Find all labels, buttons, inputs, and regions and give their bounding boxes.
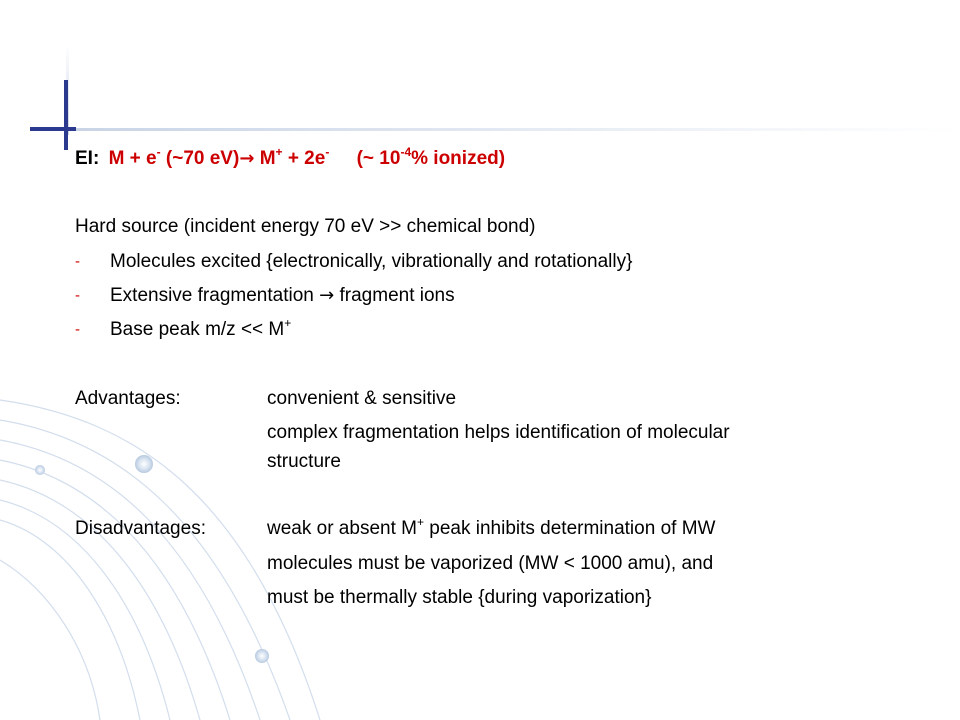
arrow-icon: → (319, 285, 335, 306)
hard-source-line: Hard source (incident energy 70 eV >> chemical bond) (75, 216, 536, 237)
arrow-icon: → (239, 148, 255, 169)
decorative-dot (35, 465, 45, 475)
decorative-dot (255, 649, 269, 663)
decorative-dot (135, 455, 153, 473)
bullet-marker: - (75, 253, 80, 270)
bullet-item: Extensive fragmentation → fragment ions (110, 285, 455, 306)
ei-label: EI: (75, 148, 100, 169)
advantage-item: complex fragmentation helps identification of molecular (267, 422, 730, 443)
frame-horizontal-faint (72, 128, 960, 131)
bullet-marker: - (75, 287, 80, 304)
advantage-item: structure (267, 451, 341, 472)
frame-vertical-blue (64, 80, 68, 150)
disadvantage-item: must be thermally stable {during vaporization} (267, 587, 652, 608)
ionized-fraction: (~ $10^{-4}\%$ ionized) (356, 145, 506, 169)
disadvantage-item: molecules must be vaporized (MW < 1000 amu), and (267, 553, 714, 574)
disadvantage-item: weak or absent M+ peak inhibits determination of MW (267, 515, 716, 539)
bullet-item: Molecules excited {electronically, vibrationally and rotationally} (110, 251, 633, 272)
advantages-label: Advantages: (75, 388, 181, 409)
bullet-item: Base peak m/z << M+ (110, 316, 292, 340)
advantage-item: convenient & sensitive (267, 388, 457, 409)
ei-equation-line (75, 145, 506, 170)
bullet-marker: - (75, 321, 80, 338)
disadvantages-label: Disadvantages: (75, 518, 206, 539)
eq-left: M + e- (~70 eV)→ M+ + 2e- (108, 145, 330, 169)
frame-horizontal-blue (30, 127, 76, 131)
